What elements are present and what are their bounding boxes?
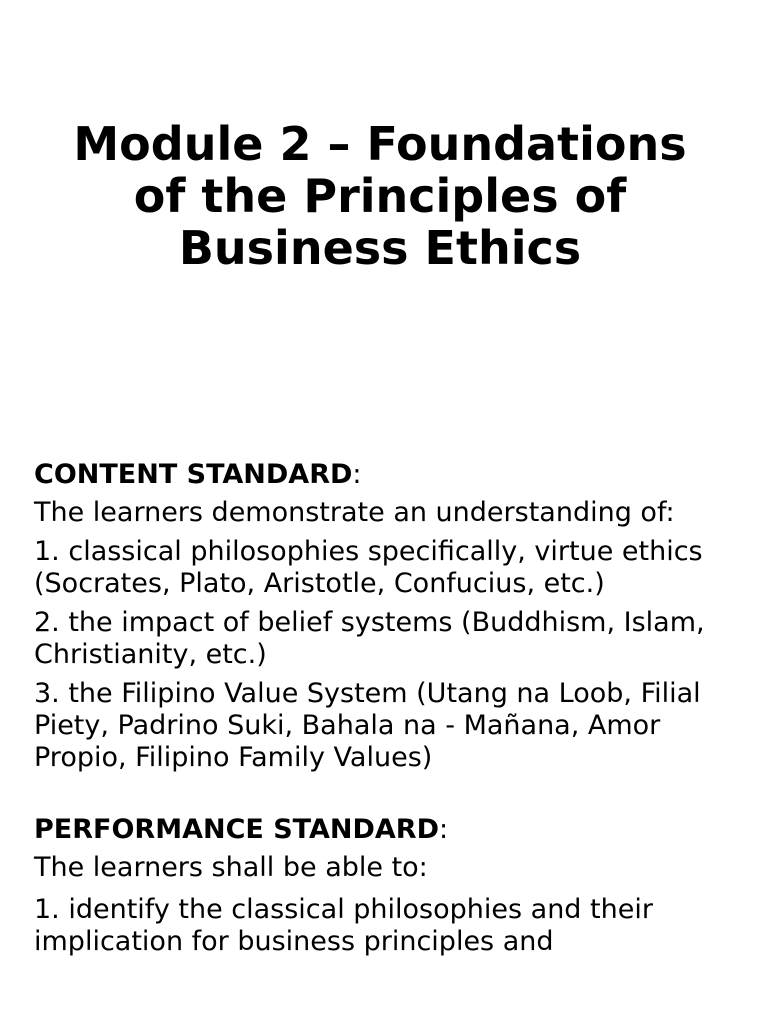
content-standard-label: CONTENT STANDARD	[34, 459, 353, 490]
content-standard-item-3: 3. the Filipino Value System (Utang na Loob, Filial Piety, Padrino Suki, Bahala na - Mañana, Amor Propio, Filipino Family Values)	[34, 678, 701, 773]
section-spacer	[34, 781, 734, 814]
performance-standard-intro: The learners shall be able to:	[34, 852, 428, 883]
performance-standard-item-1: 1. identify the classical philosophies and their implication for business principles and	[34, 894, 653, 957]
slide-body	[34, 459, 734, 965]
content-standard-item-2: 2. the impact of belief systems (Buddhism, Islam, Christianity, etc.)	[34, 607, 705, 670]
content-standard-heading	[34, 459, 734, 497]
content-standard-intro: The learners demonstrate an understanding of:	[34, 497, 675, 528]
performance-standard-label: PERFORMANCE STANDARD	[34, 814, 439, 845]
slide-title: Module 2 – Foundations of the Principles of Business Ethics	[73, 117, 687, 275]
performance-standard-colon: :	[439, 814, 449, 845]
content-standard-item-1: 1. classical philosophies specifically, virtue ethics (Socrates, Plato, Aristotle, Confucius, etc.)	[34, 536, 703, 599]
performance-standard-heading	[34, 814, 734, 852]
content-standard-colon: :	[352, 459, 362, 490]
